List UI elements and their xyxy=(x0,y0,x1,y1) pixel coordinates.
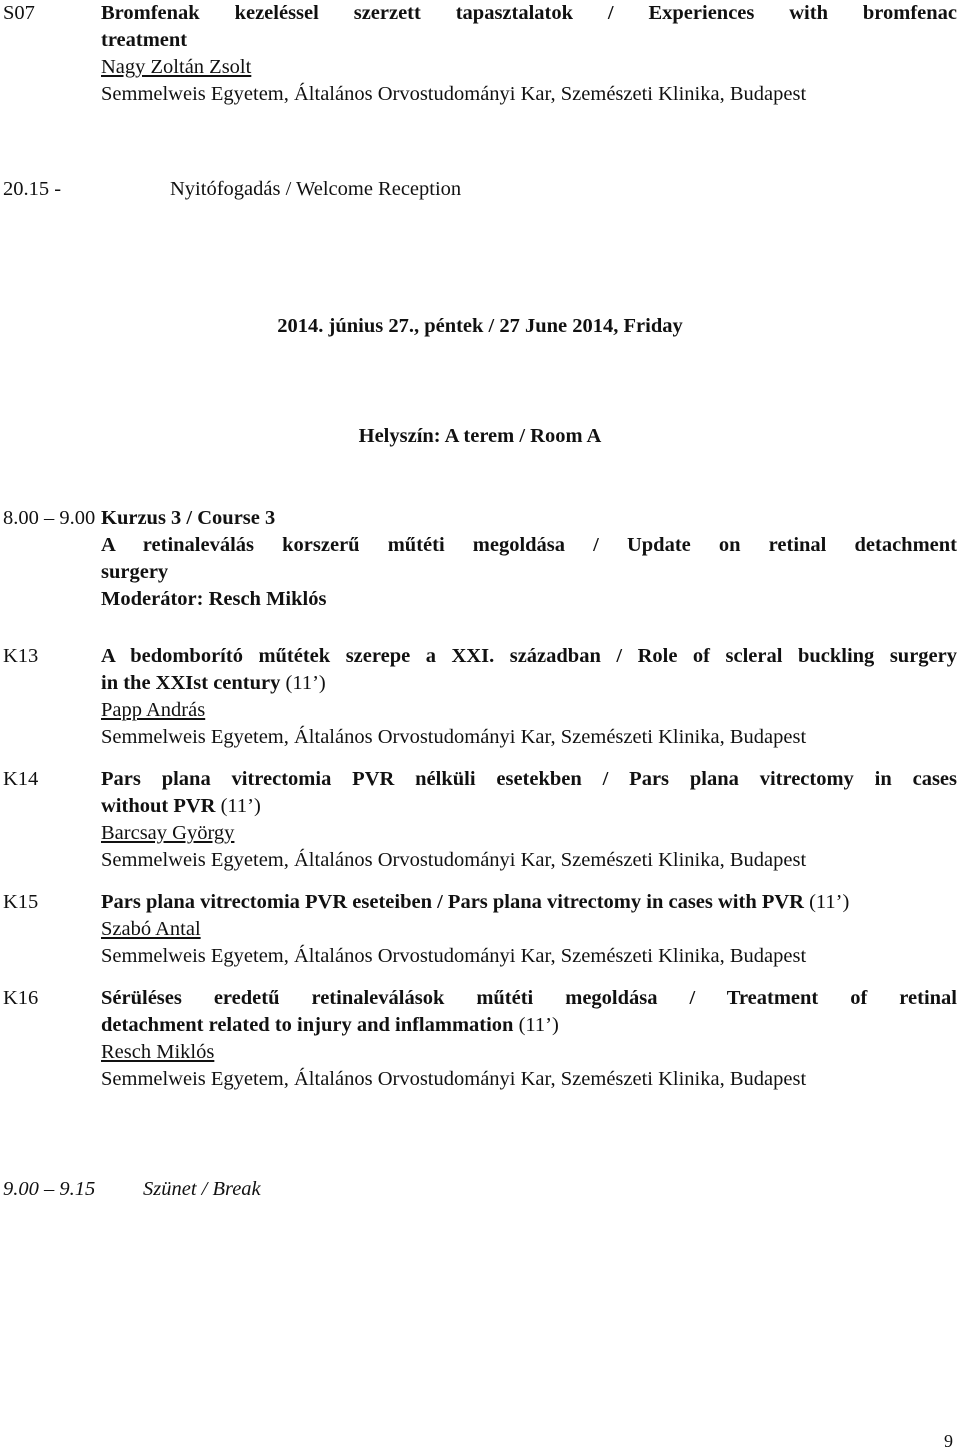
talk-affiliation: Semmelweis Egyetem, Általános Orvostudományi Kar, Szemészeti Klinika, Budapest xyxy=(101,945,807,967)
talk-code: K16 xyxy=(3,987,39,1009)
course-subtitle-cont: surgery xyxy=(101,561,169,583)
talk-author: Papp András xyxy=(101,699,206,721)
course-subtitle: A retinaleválás korszerű műtéti megoldása / Update on retinal detachment xyxy=(101,534,957,556)
talk-affiliation: Semmelweis Egyetem, Általános Orvostudományi Kar, Szemészeti Klinika, Budapest xyxy=(101,83,807,105)
page-number: 9 xyxy=(944,1431,953,1451)
talk-title-cont: without PVR xyxy=(101,795,216,817)
talk-code: K13 xyxy=(3,645,39,667)
break-label: Szünet / Break xyxy=(143,1178,261,1200)
talk-code: K15 xyxy=(3,891,39,913)
course-title: Kurzus 3 / Course 3 xyxy=(101,507,276,529)
talk-title-cont: detachment related to injury and inflammation xyxy=(101,1014,514,1036)
location-heading: Helyszín: A terem / Room A xyxy=(358,425,602,447)
talk-duration: (11’) xyxy=(809,891,850,913)
talk-duration: (11’) xyxy=(518,1014,559,1036)
talk-title: A bedomborító műtétek szerepe a XXI. században / Role of scleral buckling surgery xyxy=(101,645,957,667)
reception-label: Nyitófogadás / Welcome Reception xyxy=(170,178,462,200)
session-code: S07 xyxy=(3,2,35,24)
break-time: 9.00 – 9.15 xyxy=(3,1178,96,1200)
talk-duration: (11’) xyxy=(220,795,261,817)
course-moderator: Moderátor: Resch Miklós xyxy=(101,588,327,610)
talk-title: Bromfenak kezeléssel szerzett tapasztalatok / Experiences with bromfenac xyxy=(101,2,957,24)
talk-author: Resch Miklós xyxy=(101,1041,215,1063)
talk-affiliation: Semmelweis Egyetem, Általános Orvostudományi Kar, Szemészeti Klinika, Budapest xyxy=(101,726,807,748)
day-heading: 2014. június 27., péntek / 27 June 2014, Friday xyxy=(277,315,683,337)
talk-author: Szabó Antal xyxy=(101,918,201,940)
talk-duration: (11’) xyxy=(285,672,326,694)
talk-title: Pars plana vitrectomia PVR eseteiben / Pars plana vitrectomy in cases with PVR xyxy=(101,891,804,913)
talk-affiliation: Semmelweis Egyetem, Általános Orvostudományi Kar, Szemészeti Klinika, Budapest xyxy=(101,1068,807,1090)
talk-title: Sérüléses eredetű retinaleválások műtéti megoldása / Treatment of retinal xyxy=(101,987,957,1009)
talk-title: Pars plana vitrectomia PVR nélküli esetekben / Pars plana vitrectomy in cases xyxy=(101,768,957,790)
talk-title-cont: in the XXIst century xyxy=(101,672,281,694)
talk-title-cont: treatment xyxy=(101,29,188,51)
reception-time: 20.15 - xyxy=(3,178,62,200)
talk-affiliation: Semmelweis Egyetem, Általános Orvostudományi Kar, Szemészeti Klinika, Budapest xyxy=(101,849,807,871)
talk-code: K14 xyxy=(3,768,39,790)
talk-author: Barcsay György xyxy=(101,822,235,844)
course-time: 8.00 – 9.00 xyxy=(3,507,96,529)
talk-author: Nagy Zoltán Zsolt xyxy=(101,56,252,78)
